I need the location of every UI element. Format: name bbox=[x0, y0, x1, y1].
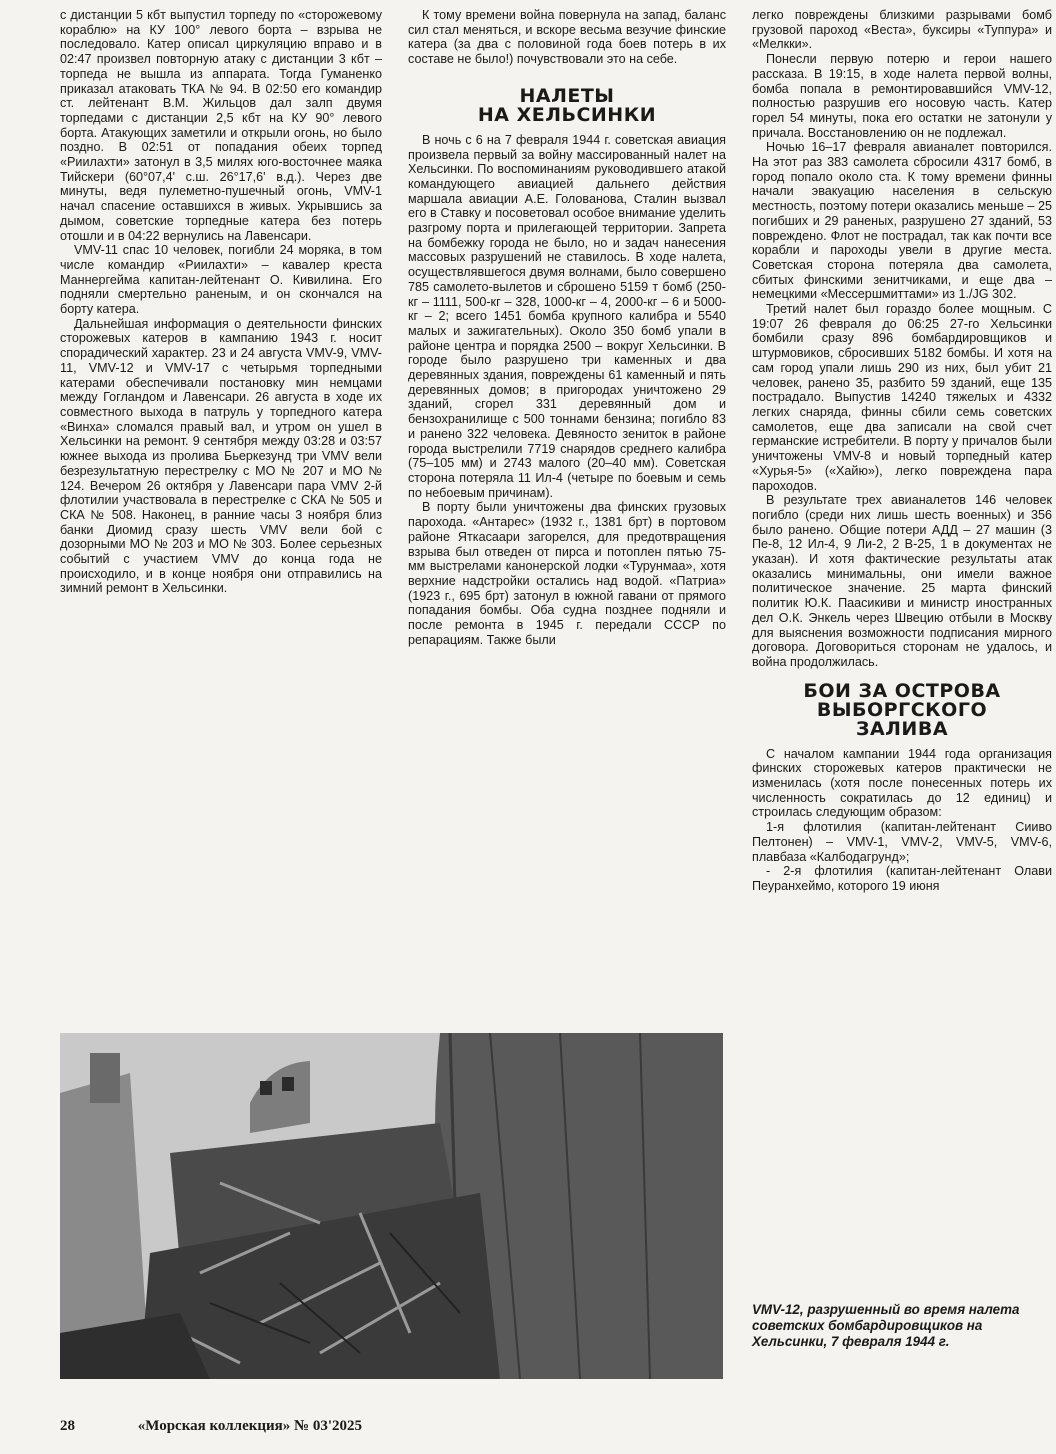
paragraph: Ночью 16–17 февраля авианалет повторился. На этот раз 383 самолета сбросили 4317 бомб, в город попало около ста. К тому времени финны начали эвакуацию населения в сельскую местность, поэтому потери оказались меньше – 25 погибших и 29 раненых, разрушено 27 зданий, 53 повреждено. Флот не пострадал, так как почти все корабли и пароходы увели в другие места. Советская сторона потеряла два самолета, сбитых финскими зенитчиками, и еще два – немецкими «Мессершмиттами» из 1./JG 302. bbox=[752, 140, 1052, 302]
heading-line: НАЛЕТЫ bbox=[519, 84, 615, 107]
paragraph-intro: К тому времени война повернула на запад, баланс сил стал меняться, и вскоре весьма везучие финские катера (за два с половиной года боев потерь в их составе не было!) почувствовали это на себе. bbox=[408, 8, 726, 67]
paragraph: В ночь с 6 на 7 февраля 1944 г. советская авиация произвела первый за войну массированный налет на Хельсинки. По воспоминаниям руководившего атакой командующего авиацией дальнего действия маршала авиации А.Е. Голованова, Сталин вызвал его в Ставку и посоветовал особое внимание уделить разгрому порта и прилегающей территории. Запрета на бомбежку города не было, но и задач нанесения массовых разрушений не ставилось. В ходе налета, осуществлявшегося двумя волнами, было совершено 785 самолето-вылетов и сброшено 5159 т бомб (250-кг – 1111, 500-кг – 328, 1000-кг – 4, 2000-кг – 6 и 5000-кг – 2; всего 1451 бомба крупного калибра и 5540 малых и зажигательных). Около 350 бомб упали в районе центра и порядка 2500 – вокруг Хельсинки. В городе было разрушено три каменных и два деревянных здания, повреждены 61 каменный и пять деревянных домов; в пригородах уничтожено 29 зданий, сгорел 331 деревянный дом и бензохранилище с 500 тоннами бензина; погибло 83 и ранено 322 человека. Девяносто зениток в районе города выстрелили 7719 снарядов среднего калибра (75–105 мм) и 2743 малого (20–40 мм). Советская сторона потеряла 11 Ил-4 (четыре по боевым и семь по небоевым причинам). bbox=[408, 132, 726, 500]
photo-illustration bbox=[60, 1033, 723, 1379]
paragraph: С началом кампании 1944 года организация финских сторожевых катеров практически не изменилась (хотя после понесенных потерь их численность сократилась до 12 единиц) и строилась следующим образом: bbox=[752, 746, 1052, 820]
paragraph: В порту были уничтожены два финских грузовых парохода. «Антарес» (1932 г., 1381 брт) в портовом районе Яткасаари загорелся, для предотвращения взрыва был отведен от пирса и потоплен пятью 75-мм выстрелами канонерской лодки «Турунмаа», хотя верхние надстройки остались над водой. «Патриа» (1923 г., 695 брт) затонул в южной гавани от прямого попадания бомбы. Оба судна позднее подняли и после ремонта в 1945 г. передали СССР по репарациям. Также были bbox=[408, 500, 726, 647]
wrecked-boat-photo bbox=[60, 1033, 723, 1379]
left-ship-superstructure bbox=[90, 1053, 120, 1103]
paragraph: с дистанции 5 кбт выпустил торпеду по «сторожевому кораблю» на КУ 100° левого борта – взрыва не последовало. Катер описал циркуляцию вправо и в 02:47 произвел повторную атаку с дистанции 3 кбт – торпеда не вышла из аппарата. Тогда Гуманенко приказал атаковать ТКА № 94. В 02:50 его командир ст. лейтенант В.М. Жильцов дал залп двумя торпедами с дистанции 2,5 кбт на КУ 90° левого борта. Атакующих заметили и открыли огонь, но было поздно. В 02:51 от попадания обеих торпед «Риилахти» затонул в 3,5 милях юго-восточнее маяка Тийскери (60°07,4' с.ш. 26°17,6' в.д.). Через две минуты, ведя пулеметно-пушечный огонь, VMV-1 начал спасение оставшихся в живых. Укрывшись за дымом, советские торпедные катера без потерь отошли и в 04:22 вернулись на Лавенсари. bbox=[60, 8, 382, 243]
heading-line: ВЫБОРГСКОГО bbox=[816, 698, 988, 721]
page-number: 28 bbox=[60, 1418, 75, 1434]
heading-line: БОИ ЗА ОСТРОВА bbox=[803, 679, 1001, 702]
paragraph: легко повреждены близкими разрывами бомб грузовой пароход «Веста», буксиры «Туппура» и «Мелкки». bbox=[752, 8, 1052, 52]
photo-caption: VMV-12, разрушенный во время налета советских бомбардировщиков на Хельсинки, 7 февраля 1944 г. bbox=[752, 1302, 1020, 1349]
paragraph: Понесли первую потерю и герои нашего рассказа. В 19:15, в ходе налета первой волны, бомба попала в ремонтировавшийся VMV-12, полностью разрушив его носовую часть. Катер горел 54 минуты, пока его остатки не затонули у причала. Восстановлению он не подлежал. bbox=[752, 52, 1052, 140]
heading-line: ЗАЛИВА bbox=[855, 717, 949, 740]
page-footer bbox=[60, 1418, 362, 1435]
heading-line: НА ХЕЛЬСИНКИ bbox=[477, 103, 657, 126]
publication-title: «Морская коллекция» № 03'2025 bbox=[137, 1418, 363, 1434]
paragraph: В результате трех авианалетов 146 человек погибло (среди них лишь шесть военных) и 356 было ранено. Общие потери АДД – 27 машин (3 Пе-8, 12 Ил-4, 9 Ли-2, 2 B-25, 1 в документах не указан). И хотя фактические результаты атак оказались минимальны, они имели важное политическое значение. 25 марта финский политик Ю.К. Паасикиви и министр иностранных дел О.К. Энкель через Швецию отбыли в Москву для выяснения возможности подписания мирного договора. Договориться сторонам не удалось, и война продолжилась. bbox=[752, 493, 1052, 669]
paragraph: - 2-я флотилия (капитан-лейтенант Олави Пеуранхеймо, которого 19 июня bbox=[752, 864, 1052, 893]
paragraph: VMV-11 спас 10 человек, погибли 24 моряка, в том числе командир «Риилахти» – кавалер креста Маннергейма капитан-лейтенант О. Кивилина. Его подняли смертельно раненым, и он скончался на борту катера. bbox=[60, 243, 382, 317]
paragraph: Третий налет был гораздо более мощным. С 19:07 26 февраля до 06:25 27-го Хельсинки бомбили сразу 896 бомбардировщиков и штурмовиков, сбросивших 5182 бомбы. И хотя на сам город упали лишь 290 из них, был убит 21 человек, ранено 35, разбито 59 зданий, еще 135 пострадало. Выпустив 14240 тяжелых и 4332 легких снаряда, финны сбили семь советских самолетов, еще два записали на свой счет германские истребители. В порту у причалов были уничтожены VMV-8 и новый торпедный катер «Хурья-5» («Хайю»), легко повреждена пара пароходов. bbox=[752, 302, 1052, 493]
section-heading-helsinki bbox=[408, 84, 726, 126]
article-column-3 bbox=[752, 8, 1052, 894]
paragraph: 1-я флотилия (капитан-лейтенант Сииво Пелтонен) – VMV-1, VMV-2, VMV-5, VMV-6, плавбаза «Калбодагрунд»; bbox=[752, 820, 1052, 864]
article-column-2 bbox=[408, 8, 726, 647]
section-heading-vyborg bbox=[752, 679, 1052, 740]
paragraph: Дальнейшая информация о деятельности финских сторожевых катеров в кампанию 1943 г. носит спорадический характер. 23 и 24 августа VMV-9, VMV-11, VMV-12 и VMV-17 с четырьмя торпедными катерами обеспечивали постановку мин немцами между Гогландом и Лавенсари. 26 августа в ходе их совместного выхода в патруль у торпедного катера «Винха» сломался правый вал, и утром он ушел в Хельсинки на ремонт. 9 сентября между 03:28 и 03:57 южнее выхода из пролива Бьеркезунд три VMV вели безрезультатную перестрелку с МО № 207 и МО № 124. Вечером 26 октября у Лавенсари пара VMV 2-й флотилии участвовала в перестрелке с СКА № 505 и СКА № 508. Наконец, в ранние часы 3 ноября близ банки Диомид сразу шесть VMV вели бой с дозорными МО № 203 и МО № 303. Более серьезных событий с участием VMV до конца года не происходило, и в конце ноября они отправились на зимний ремонт в Хельсинки. bbox=[60, 316, 382, 596]
article-column-1 bbox=[60, 8, 382, 596]
